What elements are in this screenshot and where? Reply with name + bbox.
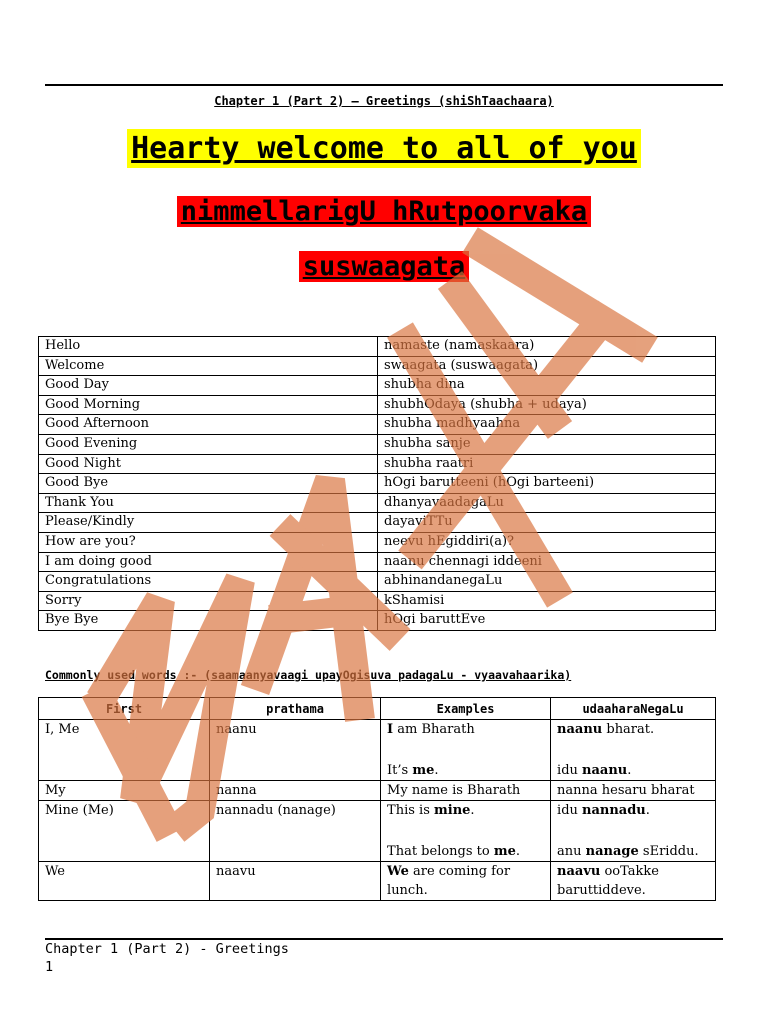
title-line-3: suswaagata (0, 244, 768, 290)
cell-english: How are you? (39, 532, 378, 552)
cell-prathama: nannadu (nanage) (210, 801, 381, 862)
title-line-1: Hearty welcome to all of you (0, 126, 768, 172)
cell-first: I, Me (39, 720, 210, 781)
table-row (39, 376, 716, 396)
column-header: udaaharaNegaLu (551, 698, 716, 720)
table-header-row (39, 698, 716, 720)
greetings-table (38, 336, 716, 631)
cell-english: Bye Bye (39, 611, 378, 631)
cell-kannada: swaagata (suswaagata) (378, 356, 716, 376)
common-words-heading: Commonly used words :- (saamaanyavaagi upayOgisuva padagaLu - vyaavahaarika) (45, 668, 572, 682)
cell-english: Congratulations (39, 572, 378, 592)
cell-english: Good Day (39, 376, 378, 396)
table-row (39, 474, 716, 494)
footer-rule (45, 938, 723, 940)
table-row (39, 356, 716, 376)
cell-english: Good Night (39, 454, 378, 474)
cell-example: My name is Bharath (381, 781, 551, 801)
cell-udaaharane: nanna hesaru bharat (551, 781, 716, 801)
cell-udaaharane: naavu ooTakke baruttiddeve. (551, 862, 716, 901)
table-row (39, 572, 716, 592)
cell-first: Mine (Me) (39, 801, 210, 862)
cell-kannada: dayaviTTu (378, 513, 716, 533)
cell-first: We (39, 862, 210, 901)
table-row (39, 454, 716, 474)
page-number: 1 (45, 959, 54, 975)
cell-first: My (39, 781, 210, 801)
cell-prathama: nanna (210, 781, 381, 801)
cell-kannada: naanu chennagi iddeeni (378, 552, 716, 572)
table-row (39, 720, 716, 781)
table-row (39, 611, 716, 631)
table-row (39, 513, 716, 533)
table-row (39, 781, 716, 801)
cell-english: Welcome (39, 356, 378, 376)
title-line-2: nimmellarigU hRutpoorvaka (0, 188, 768, 236)
table-row (39, 591, 716, 611)
column-header: First (39, 698, 210, 720)
footer-title: Chapter 1 (Part 2) - Greetings (45, 941, 289, 957)
table-row (39, 532, 716, 552)
column-header: prathama (210, 698, 381, 720)
cell-kannada: hOgi baruttEve (378, 611, 716, 631)
header-rule (45, 84, 723, 86)
cell-kannada: dhanyavaadagaLu (378, 493, 716, 513)
cell-english: I am doing good (39, 552, 378, 572)
cell-english: Please/Kindly (39, 513, 378, 533)
cell-kannada: hOgi barutteeni (hOgi barteeni) (378, 474, 716, 494)
cell-kannada: shubha dina (378, 376, 716, 396)
table-row (39, 395, 716, 415)
column-header: Examples (381, 698, 551, 720)
table-row (39, 434, 716, 454)
cell-kannada: shubha sanje (378, 434, 716, 454)
cell-kannada: kShamisi (378, 591, 716, 611)
cell-english: Hello (39, 337, 378, 357)
cell-kannada: shubha raatri (378, 454, 716, 474)
table-row (39, 552, 716, 572)
table-row (39, 801, 716, 862)
cell-kannada: shubhOdaya (shubha + udaya) (378, 395, 716, 415)
cell-udaaharane: idu nannadu. anu nanage sEriddu. (551, 801, 716, 862)
common-words-table (38, 697, 716, 901)
cell-example: I am Bharath It’s me. (381, 720, 551, 781)
table-row (39, 493, 716, 513)
chapter-heading: Chapter 1 (Part 2) – Greetings (shiShTaachaara) (214, 94, 554, 108)
cell-prathama: naanu (210, 720, 381, 781)
cell-english: Good Afternoon (39, 415, 378, 435)
cell-english: Good Morning (39, 395, 378, 415)
cell-english: Good Bye (39, 474, 378, 494)
cell-english: Thank You (39, 493, 378, 513)
cell-udaaharane: naanu bharat. idu naanu. (551, 720, 716, 781)
table-row (39, 415, 716, 435)
cell-english: Good Evening (39, 434, 378, 454)
cell-kannada: neevu hEgiddiri(a)? (378, 532, 716, 552)
cell-kannada: namaste (namaskaara) (378, 337, 716, 357)
cell-english: Sorry (39, 591, 378, 611)
cell-prathama: naavu (210, 862, 381, 901)
table-row (39, 862, 716, 901)
cell-kannada: shubha madhyaahna (378, 415, 716, 435)
cell-kannada: abhinandanegaLu (378, 572, 716, 592)
cell-example: We are coming for lunch. (381, 862, 551, 901)
table-row (39, 337, 716, 357)
cell-example: This is mine. That belongs to me. (381, 801, 551, 862)
